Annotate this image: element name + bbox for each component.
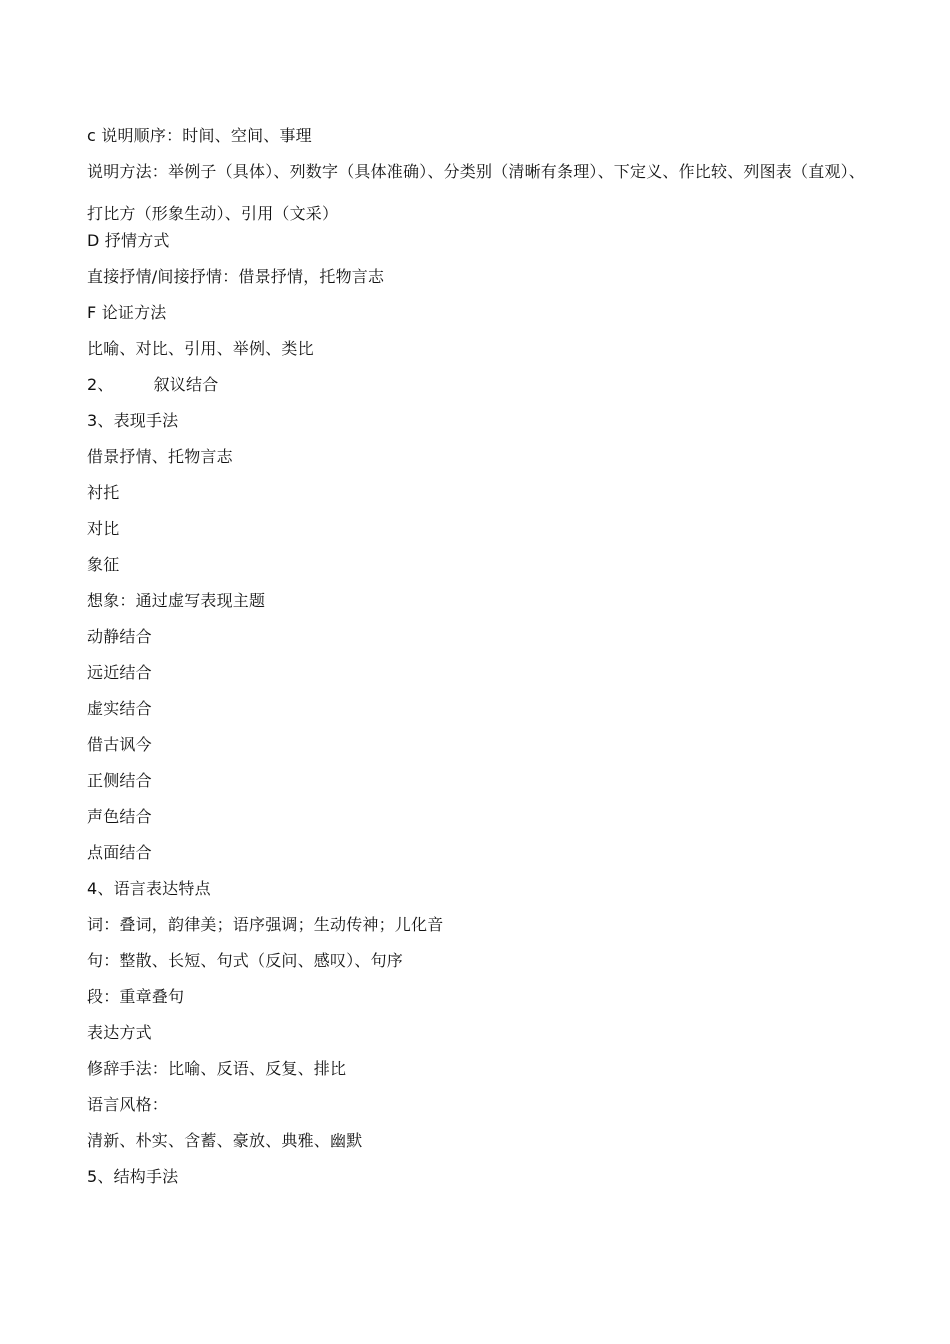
text-line: 句：整散、长短、句式（反问、感叹）、句序 bbox=[87, 951, 404, 970]
heading-number: 2、 bbox=[87, 375, 114, 394]
text-line: 想象：通过虚写表现主题 bbox=[87, 591, 266, 610]
text-line: 5、结构手法 bbox=[87, 1167, 179, 1186]
text-line: 动静结合 bbox=[87, 627, 152, 646]
text-line: 3、表现手法 bbox=[87, 411, 179, 430]
text-line: 正侧结合 bbox=[87, 771, 152, 790]
text-line: 4、语言表达特点 bbox=[87, 879, 211, 898]
text-line: 清新、朴实、含蓄、豪放、典雅、幽默 bbox=[87, 1131, 363, 1150]
document-body bbox=[87, 124, 877, 1201]
text-line: 对比 bbox=[87, 519, 120, 538]
text-line: 比喻、对比、引用、举例、类比 bbox=[87, 339, 314, 358]
numbered-heading-2 bbox=[87, 373, 877, 409]
text-line: 段：重章叠句 bbox=[87, 987, 185, 1006]
text-line: 虚实结合 bbox=[87, 699, 152, 718]
text-line: c 说明顺序：时间、空间、事理 bbox=[87, 126, 312, 145]
text-line: 借古讽今 bbox=[87, 735, 152, 754]
text-line: 修辞手法：比喻、反语、反复、排比 bbox=[87, 1059, 347, 1078]
text-line: D 抒情方式 bbox=[87, 231, 170, 250]
text-line: 借景抒情、托物言志 bbox=[87, 447, 233, 466]
text-line: 点面结合 bbox=[87, 843, 152, 862]
text-line: 声色结合 bbox=[87, 807, 152, 826]
text-line-wrapped: 说明方法：举例子（具体）、列数字（具体准确）、分类别（清晰有条理）、下定义、作比较、列图表（直观）、打比方（形象生动）、引用（文采） bbox=[87, 162, 866, 223]
heading-text: 叙议结合 bbox=[153, 375, 219, 394]
text-line: 象征 bbox=[87, 555, 120, 574]
text-line: F 论证方法 bbox=[87, 303, 167, 322]
text-line: 衬托 bbox=[87, 483, 120, 502]
text-line: 语言风格： bbox=[87, 1095, 169, 1114]
text-line: 表达方式 bbox=[87, 1023, 152, 1042]
text-line: 直接抒情/间接抒情：借景抒情，托物言志 bbox=[87, 267, 385, 286]
text-line: 远近结合 bbox=[87, 663, 152, 682]
text-line: 词：叠词，韵律美；语序强调；生动传神；儿化音 bbox=[87, 915, 444, 934]
